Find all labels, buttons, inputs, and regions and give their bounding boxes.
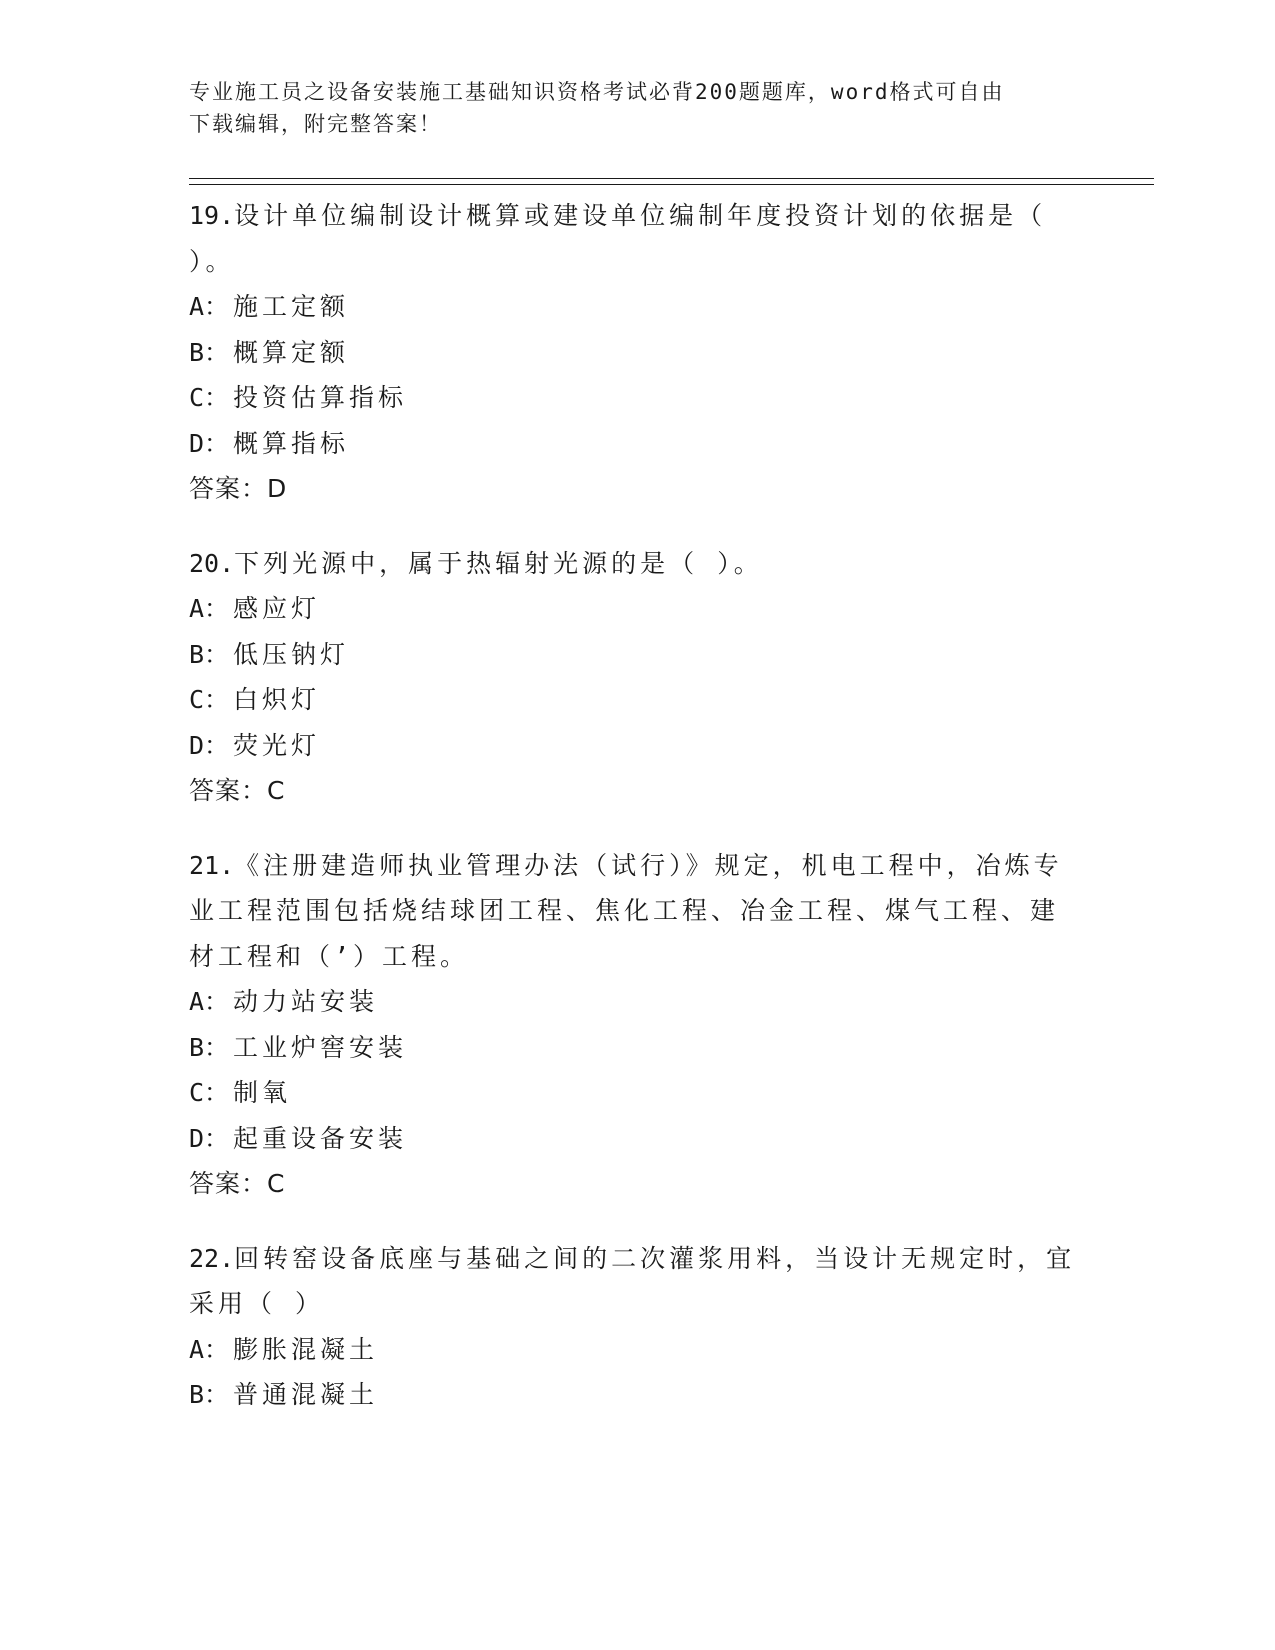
option-text: 工业炉窖安装 bbox=[233, 1032, 408, 1062]
option-key: D： bbox=[189, 730, 230, 760]
option-key: A： bbox=[189, 292, 230, 321]
option-c bbox=[189, 375, 1079, 421]
option-text: 起重设备安装 bbox=[233, 1123, 408, 1153]
option-b bbox=[189, 1372, 1079, 1418]
header-divider-bottom bbox=[189, 184, 1154, 185]
option-text: 动力站安装 bbox=[233, 987, 379, 1016]
option-key: A： bbox=[189, 594, 230, 623]
option-key: A： bbox=[189, 987, 230, 1016]
option-c bbox=[189, 1070, 1079, 1116]
option-key: B： bbox=[189, 1380, 230, 1409]
question-19 bbox=[189, 193, 1079, 512]
answer-line: 答案：C bbox=[189, 776, 286, 805]
option-text: 白炽灯 bbox=[233, 685, 321, 714]
option-text: 制氧 bbox=[233, 1078, 292, 1107]
option-b bbox=[189, 632, 1079, 678]
option-a bbox=[189, 284, 1079, 330]
option-d bbox=[189, 1116, 1079, 1162]
option-key: B： bbox=[189, 337, 230, 367]
option-c bbox=[189, 677, 1079, 723]
option-text: 普通混凝土 bbox=[233, 1380, 379, 1409]
option-key: B： bbox=[189, 639, 230, 669]
header-divider-top bbox=[189, 178, 1154, 179]
question-stem: 下列光源中，属于热辐射光源的是（ ）。 bbox=[234, 548, 763, 578]
option-key: C： bbox=[189, 1078, 230, 1107]
question-number: 20. bbox=[189, 548, 235, 578]
option-b bbox=[189, 1025, 1079, 1071]
option-key: A： bbox=[189, 1334, 230, 1364]
header-line-1: 专业施工员之设备安装施工基础知识资格考试必背200题题库，word格式可自由 bbox=[189, 80, 1005, 104]
option-key: B： bbox=[189, 1032, 230, 1062]
question-text bbox=[189, 1236, 1079, 1327]
question-22 bbox=[189, 1236, 1079, 1418]
question-text bbox=[189, 541, 1079, 587]
question-list bbox=[189, 193, 1079, 1447]
option-text: 低压钠灯 bbox=[233, 639, 350, 669]
option-text: 施工定额 bbox=[233, 292, 350, 321]
option-text: 概算指标 bbox=[233, 428, 350, 458]
option-a bbox=[189, 1327, 1079, 1373]
option-key: C： bbox=[189, 685, 230, 714]
question-text bbox=[189, 843, 1079, 980]
option-text: 投资估算指标 bbox=[233, 383, 408, 412]
question-stem: 设计单位编制设计概算或建设单位编制年度投资计划的依据是（ ）。 bbox=[189, 201, 1047, 276]
option-text: 感应灯 bbox=[233, 594, 321, 623]
question-21 bbox=[189, 843, 1079, 1207]
question-number: 21. bbox=[189, 850, 235, 880]
document-header bbox=[189, 76, 1079, 140]
option-key: C： bbox=[189, 383, 230, 412]
question-stem: 《注册建造师执业管理办法（试行）》规定，机电工程中，冶炼专业工程范围包括烧结球团工程、焦化工程、冶金工程、煤气工程、建材工程和（’）工程。 bbox=[189, 850, 1063, 971]
question-stem: 回转窑设备底座与基础之间的二次灌浆用料，当设计无规定时，宜采用（ ） bbox=[189, 1243, 1076, 1318]
option-a bbox=[189, 979, 1079, 1025]
option-d bbox=[189, 421, 1079, 467]
option-key: D： bbox=[189, 1123, 230, 1153]
option-d bbox=[189, 723, 1079, 769]
option-text: 概算定额 bbox=[233, 337, 350, 367]
answer-line: 答案：C bbox=[189, 1169, 286, 1198]
question-text bbox=[189, 193, 1079, 284]
option-text: 膨胀混凝土 bbox=[233, 1334, 379, 1364]
option-a bbox=[189, 586, 1079, 632]
option-key: D： bbox=[189, 428, 230, 458]
option-text: 荧光灯 bbox=[233, 730, 321, 760]
question-number: 19. bbox=[189, 201, 235, 230]
question-number: 22. bbox=[189, 1243, 235, 1273]
option-b bbox=[189, 330, 1079, 376]
question-20 bbox=[189, 541, 1079, 814]
answer-line: 答案：D bbox=[189, 474, 288, 503]
header-line-2: 下载编辑，附完整答案！ bbox=[189, 112, 442, 136]
